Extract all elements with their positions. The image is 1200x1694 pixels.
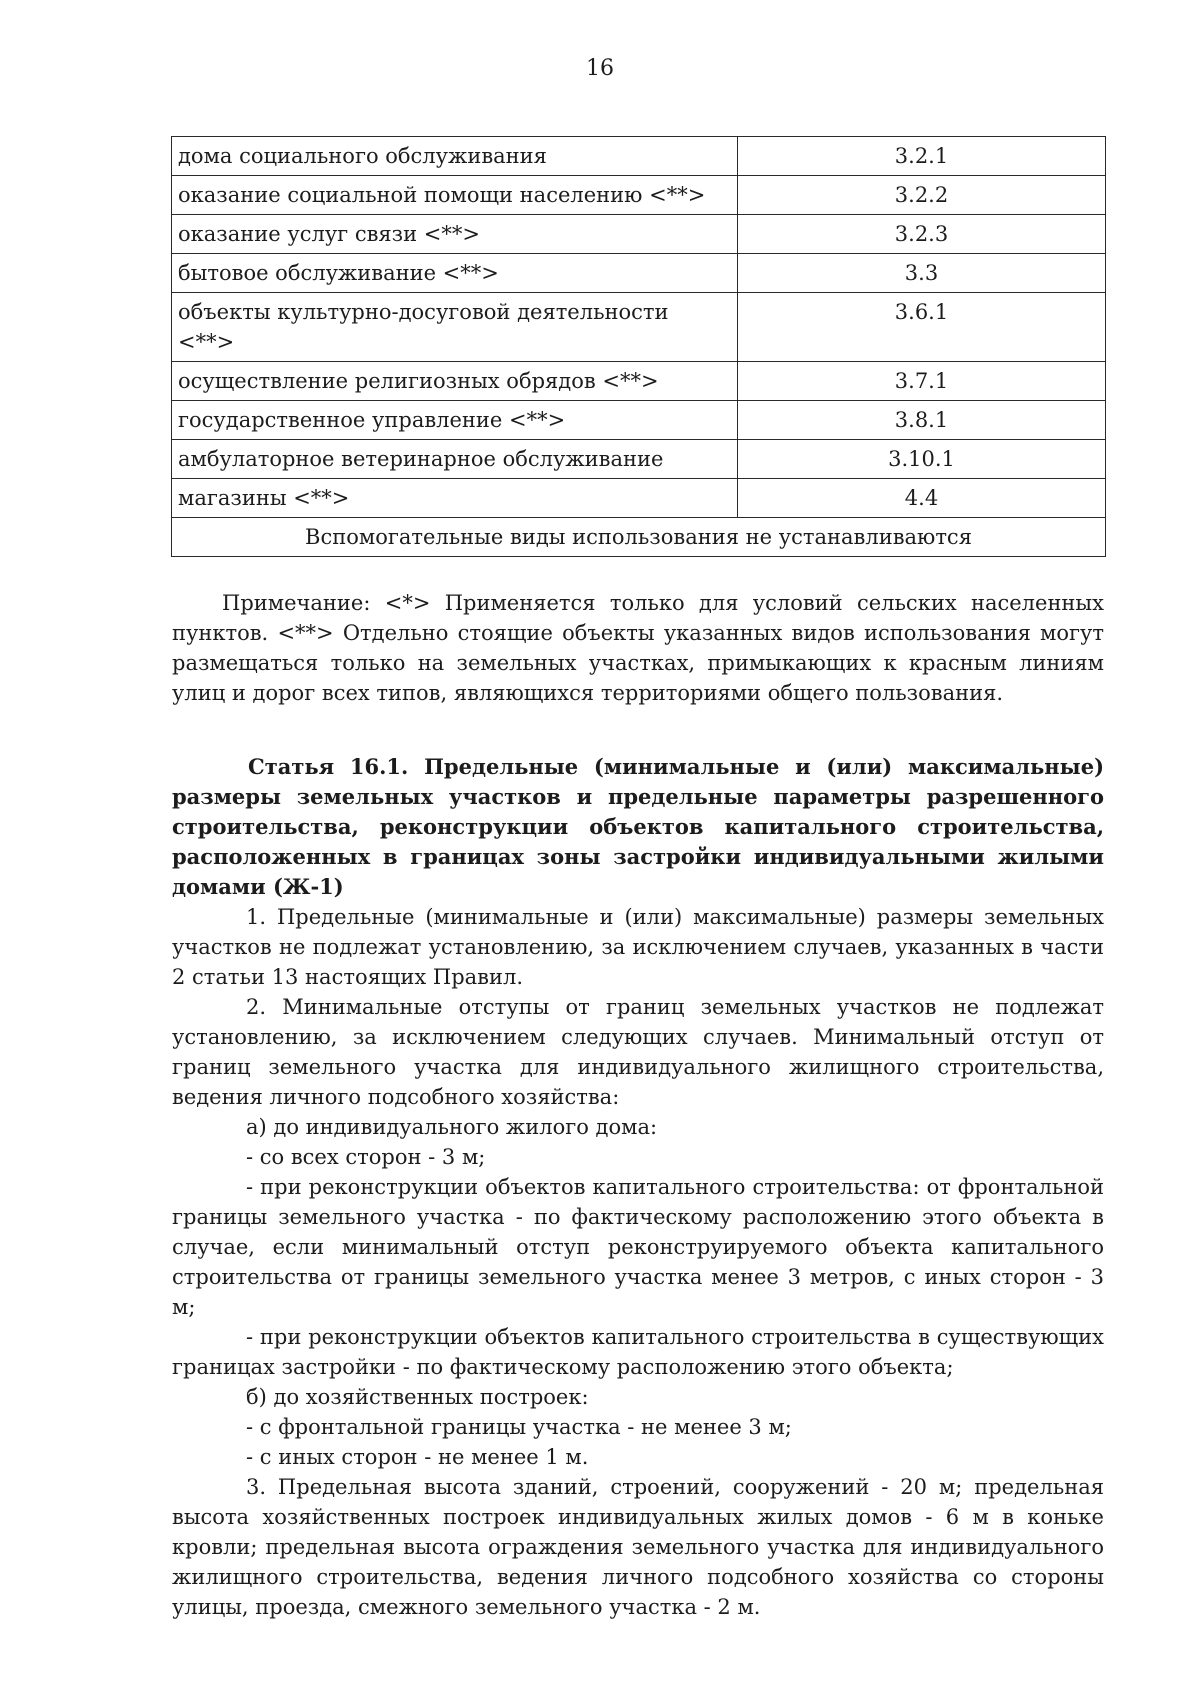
table-footer-row <box>172 518 1106 557</box>
paragraph: 3. Предельная высота зданий, строений, сооружений - 20 м; предельная высота хозяйственных построек индивидуальных жилых домов - 6 м в коньке кровли; предельная высота ограждения земельного участка для индивидуального жилищного строительства, ведения личного подсобного хозяйства со стороны улицы, проезда, смежного земельного участка - 2 м. <box>172 1475 1104 1619</box>
table-row <box>172 293 1106 362</box>
use-name-cell: объекты культурно-досуговой деятельности <**> <box>172 293 738 362</box>
use-code-cell: 3.3 <box>738 254 1106 293</box>
article-title: Статья 16.1. Предельные (минимальные и (или) максимальные) размеры земельных участков и предельные параметры разрешенного строительства, реконструкции объектов капитального строительства, расположенных в границах зоны застройки индивидуальными жилыми домами (Ж-1) <box>172 754 1104 899</box>
paragraph: 1. Предельные (минимальные и (или) максимальные) размеры земельных участков не подлежат установлению, за исключением случаев, указанных в части 2 статьи 13 настоящих Правил. <box>172 905 1104 989</box>
use-name-cell: амбулаторное ветеринарное обслуживание <box>172 440 738 479</box>
use-code-cell: 3.8.1 <box>738 401 1106 440</box>
use-code-cell: 3.7.1 <box>738 362 1106 401</box>
page-number: 16 <box>586 56 614 81</box>
paragraph: - с иных сторон - не менее 1 м. <box>246 1445 589 1469</box>
use-code-cell: 3.2.1 <box>738 137 1106 176</box>
table-row <box>172 137 1106 176</box>
use-name-cell: оказание социальной помощи населению <**> <box>172 176 738 215</box>
paragraph: - со всех сторон - 3 м; <box>246 1145 486 1169</box>
table-row <box>172 176 1106 215</box>
use-code-cell: 3.10.1 <box>738 440 1106 479</box>
use-code-cell: 3.2.2 <box>738 176 1106 215</box>
paragraph: 2. Минимальные отступы от границ земельных участков не подлежат установлению, за исключением следующих случаев. Минимальный отступ от границ земельного участка для индивидуального жилищного строительства, ведения личного подсобного хозяйства: <box>172 995 1104 1109</box>
land-use-table <box>171 136 1106 557</box>
auxiliary-uses-cell: Вспомогательные виды использования не устанавливаются <box>172 518 1106 557</box>
paragraph: - при реконструкции объектов капитального строительства в существующих границах застройки - по фактическому расположению этого объекта; <box>172 1325 1104 1379</box>
use-name-cell: оказание услуг связи <**> <box>172 215 738 254</box>
document-body <box>172 588 1104 1622</box>
table-row <box>172 401 1106 440</box>
use-name-cell: дома социального обслуживания <box>172 137 738 176</box>
paragraph: а) до индивидуального жилого дома: <box>246 1115 658 1139</box>
table-row <box>172 254 1106 293</box>
table-row <box>172 479 1106 518</box>
paragraph: - при реконструкции объектов капитального строительства: от фронтальной границы земельного участка - по фактическому расположению этого объекта в случае, если минимальный отступ реконструируемого объекта капитального строительства от границы земельного участка менее 3 метров, с иных сторон - 3 м; <box>172 1175 1104 1319</box>
table-row <box>172 362 1106 401</box>
use-name-cell: осуществление религиозных обрядов <**> <box>172 362 738 401</box>
table-row <box>172 215 1106 254</box>
table-row <box>172 440 1106 479</box>
paragraph: б) до хозяйственных построек: <box>246 1385 589 1409</box>
use-code-cell: 3.6.1 <box>738 293 1106 362</box>
use-code-cell: 3.2.3 <box>738 215 1106 254</box>
paragraph: - с фронтальной границы участка - не менее 3 м; <box>246 1415 792 1439</box>
use-name-cell: государственное управление <**> <box>172 401 738 440</box>
table-note: Примечание: <*> Применяется только для условий сельских населенных пунктов. <**> Отдельно стоящие объекты указанных видов использования могут размещаться только на земельных участках, примыкающих к красным линиям улиц и дорог всех типов, являющихся территориями общего пользования. <box>172 591 1104 705</box>
use-name-cell: магазины <**> <box>172 479 738 518</box>
use-code-cell: 4.4 <box>738 479 1106 518</box>
use-name-cell: бытовое обслуживание <**> <box>172 254 738 293</box>
